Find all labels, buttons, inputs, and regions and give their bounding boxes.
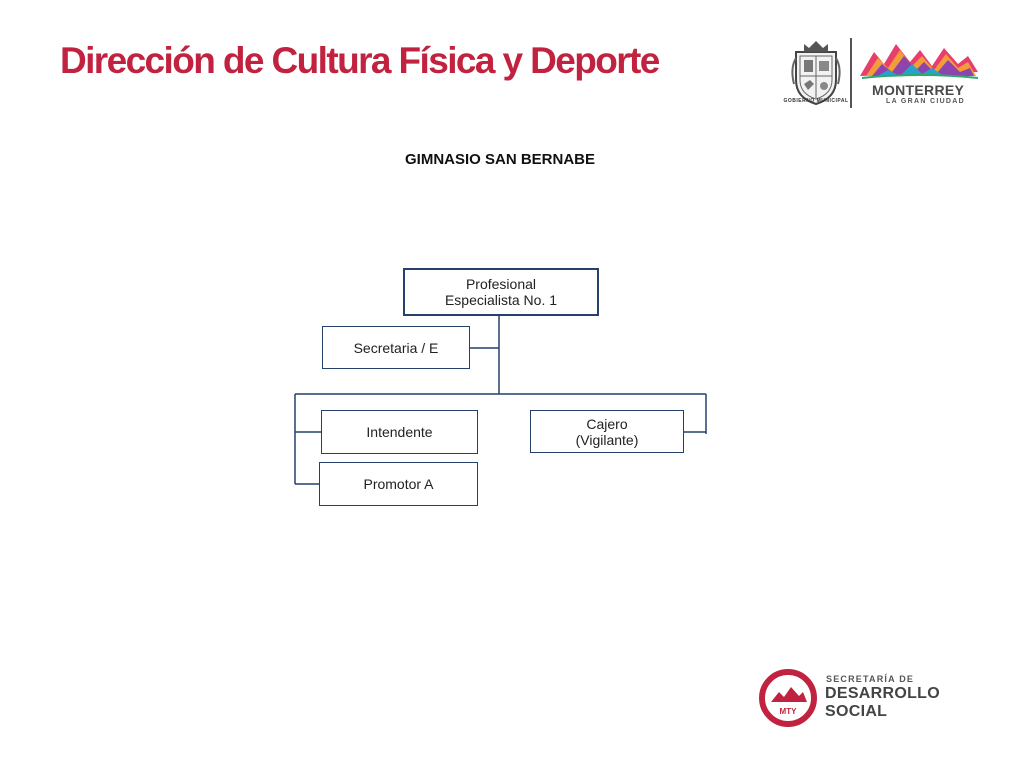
org-node-secretaria: Secretaria / E xyxy=(322,326,470,369)
org-chart-title: GIMNASIO SAN BERNABE xyxy=(404,151,595,168)
desarrollo-social-badge-icon xyxy=(758,668,818,728)
org-node-cajero: Cajero (Vigilante) xyxy=(530,410,684,453)
footer-logo-line3: SOCIAL xyxy=(825,703,888,720)
footer-logo-line1: SECRETARÍA DE xyxy=(826,674,915,684)
footer-logo-line2: DESARROLLO xyxy=(825,685,940,702)
org-node-head: Profesional Especialista No. 1 xyxy=(403,268,599,316)
org-node-promotor: Promotor A xyxy=(319,462,478,506)
org-node-intendente: Intendente xyxy=(321,410,478,454)
badge-text: MTY xyxy=(779,707,797,716)
crest-caption: GOBIERNO MUNICIPAL xyxy=(783,98,849,104)
monterrey-logo-name: MONTERREY xyxy=(872,82,965,98)
footer-logo xyxy=(758,668,958,730)
page-title: Dirección de Cultura Física y Deporte xyxy=(60,40,659,81)
monterrey-logo-tagline: LA GRAN CIUDAD xyxy=(886,98,965,105)
